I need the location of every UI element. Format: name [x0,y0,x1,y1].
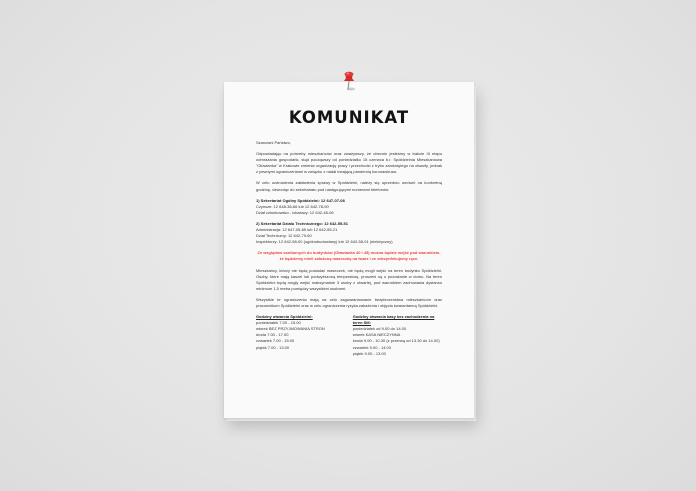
notice-paper [224,82,474,418]
hours-row: wtorek BEZ PRZYJMOWANIA STRON [256,326,325,332]
paragraph-3: Mieszkańcy, którzy nie będą posiadać maseczek, nie będą mogli wejść na teren budynku Spółdzielni. Osoby, które mają kaszel lub podwyższoną temperaturę, proszeni są o pozostanie w domu. Na teren Spółdzielni będą mogły wejść maksymalnie 3 osoby z otwartej, pod warunkiem zachowania dystansu minimum 1,5 metra pomiędzy wszystkimi osobami. [256,267,442,291]
opening-hours [256,314,442,357]
paragraph-4: Wszystkie te ograniczenia mają na celu zagwarantowanie bezpieczeństwa mieszkańcom oraz pracownikom Spółdzielni oraz w celu ograniczenia ryzyka zakażenia i objęcia kwarantanną Spółdzielni. [256,296,442,308]
hours-row: środa 9.00 - 10.30 (z przerwą od 13.30 do 14.00) [352,338,440,344]
document-title: KOMUNIKAT [288,108,410,127]
contacts-technical-line: Inspektorzy: 12 642-58-00 (ogólnobudowlany) lub 12 642-58-01 (elektryczny) [256,239,393,245]
contacts-technical [256,221,442,245]
cashier-hours [353,314,442,357]
contacts-general-line: Czynsze: 12 648-38-66 lub 12 642-78-90 [256,203,329,209]
contacts-general-heading: 1) Sekretariat Ogólny Spółdzielni: 12 647-07-08 [256,197,345,203]
hours-row: poniedziałek 7.00 - 15.00 [256,320,301,326]
hours-row: środa 7.00 - 17.00 [256,332,289,338]
hours-row: piątek 9.00 - 13.00 [352,350,386,356]
paragraph-1: Odpowiadając na potrzeby mieszkańców oraz zważywszy, że obecnie jesteśmy w trakcie III etapu odmrażania gospodarki, stąd począwszy od poniedziałku 15 czerwca b.r. Spółdzielnia Mieszkaniowa "Ołowianka" w Krakowie zmienia organizację pracy i przechodzi z trybu zamkniętego na otwarty, jednak z pewnymi ograniczeniami w związku z nadal trwającą pandemią koronawirusa. [256,151,442,175]
contacts-technical-line: Administracja: 12 647-05-65 lub 12 642-55-21 [256,227,338,233]
greeting: Szanowni Państwo, [256,140,291,145]
office-hours [256,314,345,357]
hours-row: piątek 7.00 - 13.00 [256,344,290,350]
contacts-general-line: Dział członkowsko - lokalowy: 12 642-46-06 [256,209,334,215]
hours-row: wtorek KASA NIECZYNNA [352,332,401,338]
cashier-hours-title: Godziny otwarcia kasy bez zachodzenia na teren SM: [352,314,435,326]
hours-row: czwartek 9.00 - 14.00 [352,344,391,350]
contacts-technical-line: Dział Techniczny: 12 642-79-60 [256,233,312,239]
contacts-technical-heading: 2) Sekretariat Działu Technicznego: 12 642-55-51 [256,220,348,226]
paragraph-2: W celu uzdrowienia załatwienia sprawy w Spółdzielni, należy się uprzednio umówić na konkretną godzinę, dzwoniąc do sekretariatu pod następującymi numerami telefonów: [256,180,442,192]
sanitary-notice: Ze względów sanitarnych do budynków (Oławianka 40 i 45) można będzie wejść pod warunkiem, że będziemy mieli założoną maseczkę na twarz i ze zdezynfekujemy ręce. [257,250,441,262]
hours-row: czwartek 7.00 - 15.00 [256,338,295,344]
document-body [256,140,442,357]
push-pin-icon [342,70,358,92]
office-hours-title: Godziny otwarcia Spółdzielni: [256,314,313,320]
hours-row: poniedziałek od 9.00 do 14.00 [352,326,407,332]
contacts-general [256,198,442,216]
